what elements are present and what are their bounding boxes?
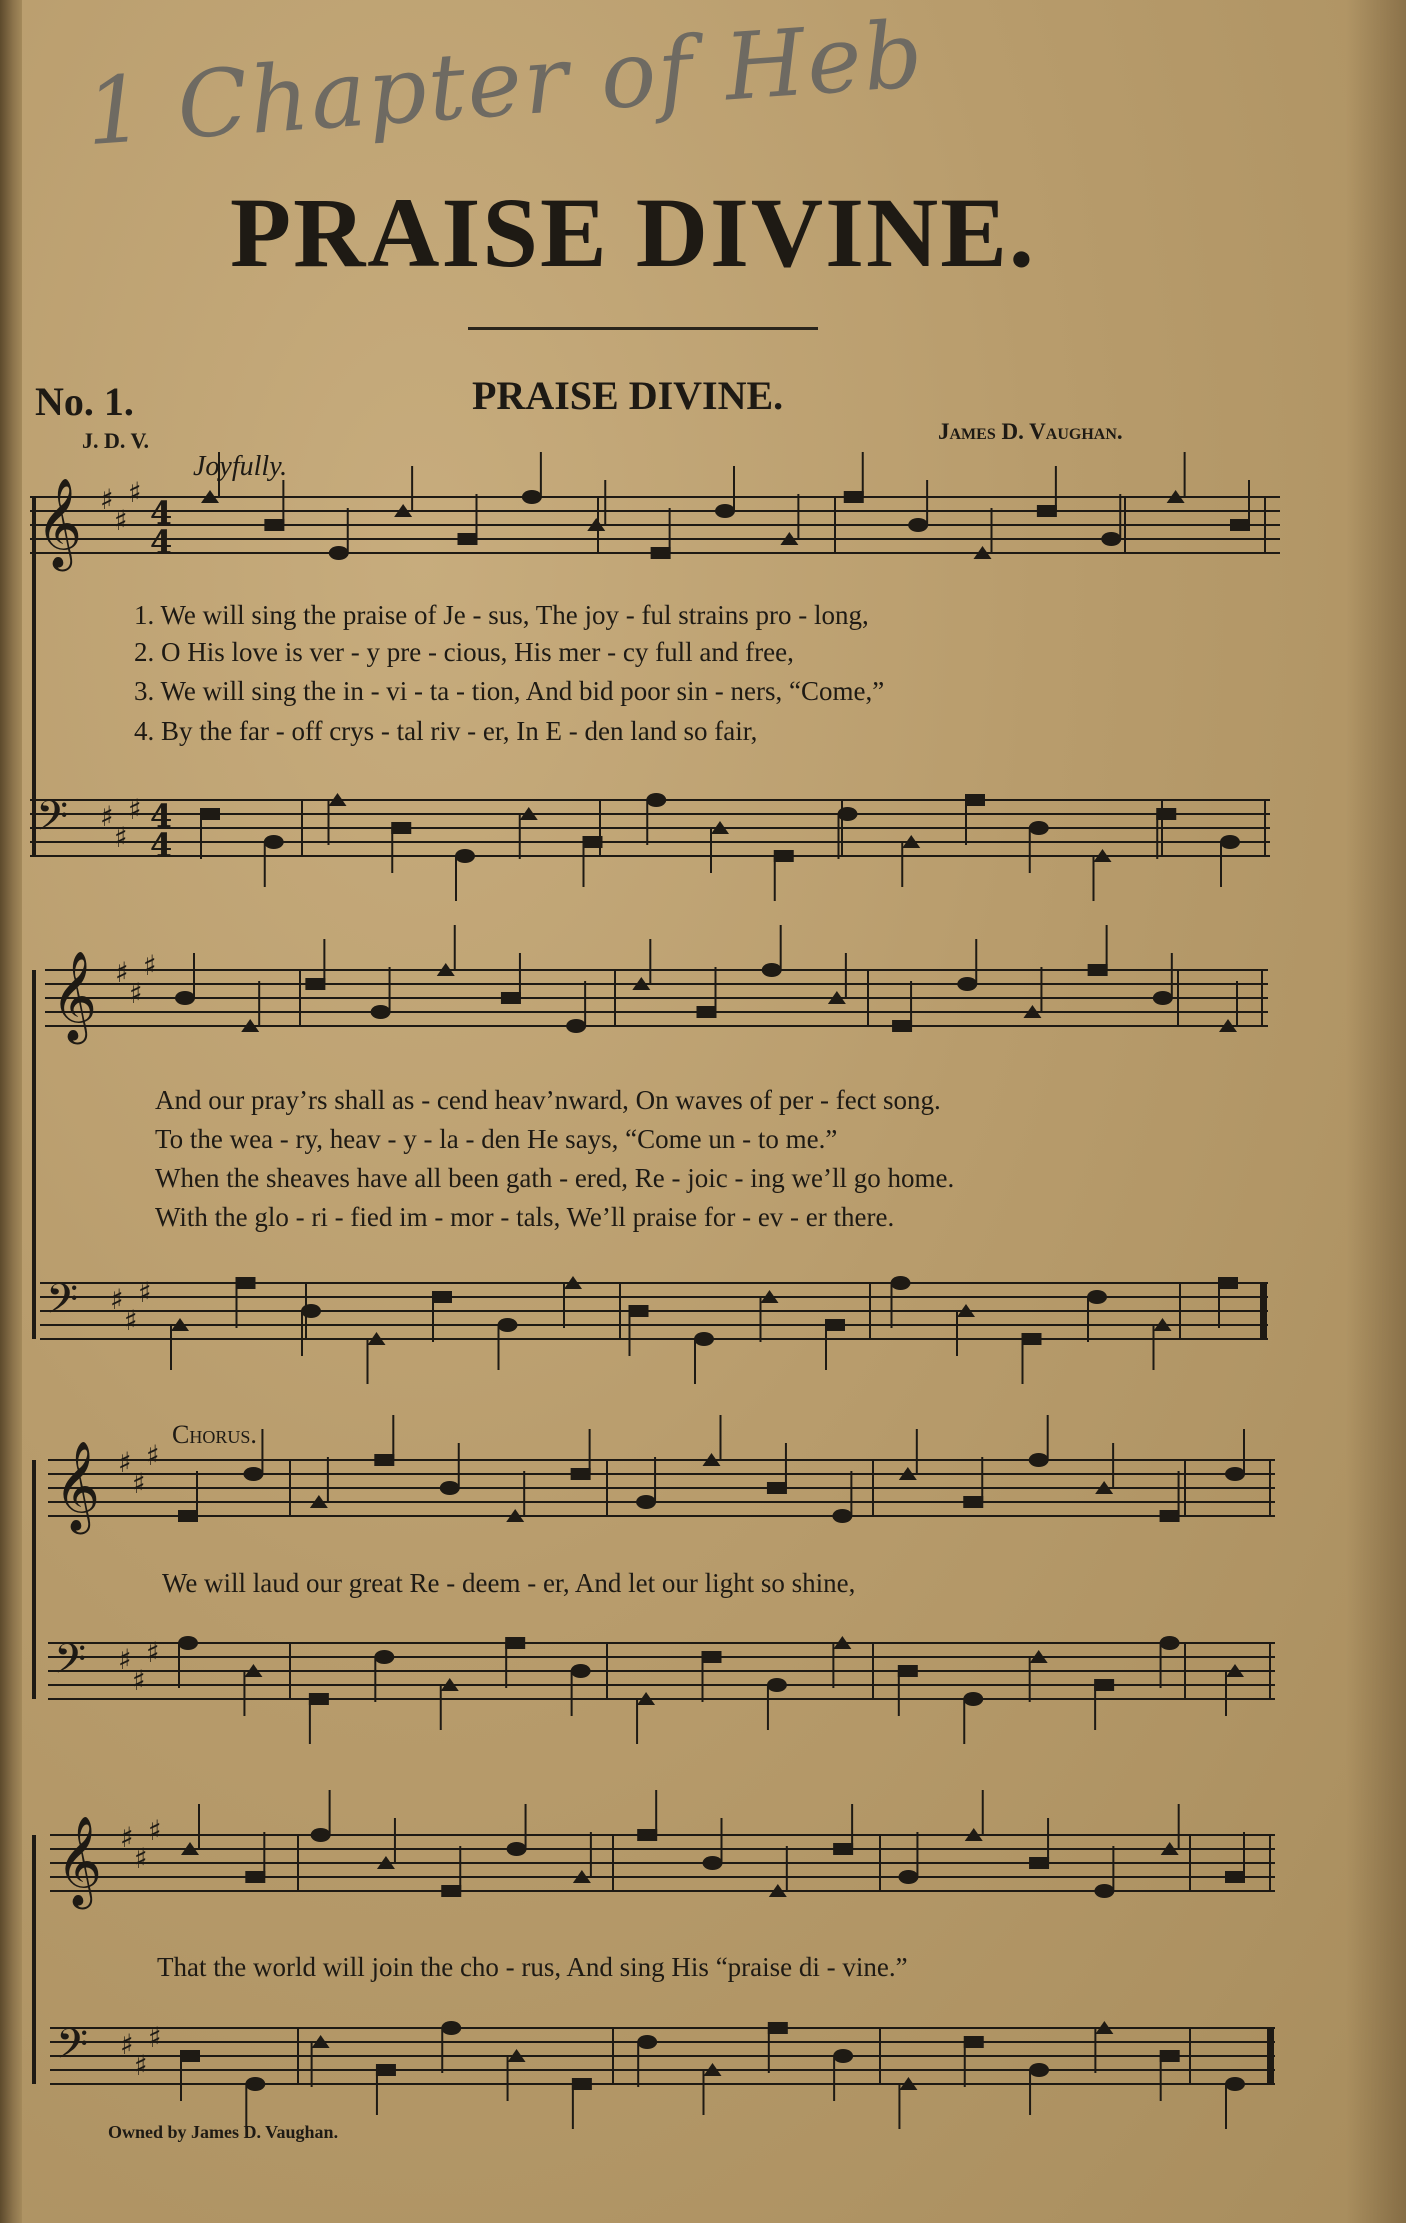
note-head [374,1454,394,1466]
note-head [964,2036,984,2048]
note-head [1101,532,1121,546]
sharp-icon: ♯ [120,2028,134,2061]
note-head [311,1828,331,1842]
note-head [1029,1453,1049,1467]
verse-3-line-1: 3. We will sing the in - vi - ta - tion, And bid poor sin - ners, “Come,” [134,676,885,706]
note-head [891,1276,911,1290]
bass-clef-icon: 𝄢 [56,2020,89,2078]
note-head [1037,505,1057,517]
note-head [243,1467,263,1481]
note-head [762,963,782,977]
verse-4-line-2: With the glo - ri - fied im - mor - tals, We’ll praise for - ev - er there. [155,1202,895,1232]
note-head [832,1509,852,1523]
note-head [1022,1333,1042,1345]
note-head [646,793,666,807]
bass-clef-icon: 𝄢 [54,1635,87,1693]
note-head [1160,1636,1180,1650]
note-head [180,2050,200,2062]
note-head [1220,835,1240,849]
note-head [844,491,864,503]
note-head [908,518,928,532]
sharp-icon: ♯ [148,1814,162,1847]
note-head [697,1006,717,1018]
note-head [458,533,478,545]
chorus-label: Chorus. [172,1420,257,1449]
note-head [825,1319,845,1331]
book-title: PRAISE DIVINE. [230,177,1036,288]
composer-credit: James D. Vaughan. [938,419,1123,444]
note-head [1088,964,1108,976]
note-head [965,794,985,806]
note-head [898,1870,918,1884]
verse-3-line-2: When the sheaves have all been gath - ered, Re - joic - ing we’ll go home. [155,1163,955,1193]
note-head [236,1277,256,1289]
note-head [1156,808,1176,820]
note-head [892,1020,912,1032]
note-head [957,977,977,991]
note-head [572,2078,592,2090]
sharp-icon: ♯ [100,483,114,516]
note-head [651,547,671,559]
final-barline [1267,2028,1274,2084]
note-head [441,2021,461,2035]
note-head [245,2077,265,2091]
time-signature-top: 4 [150,494,173,532]
note-head [1225,1467,1245,1481]
note-head [245,1871,265,1883]
note-head [455,849,475,863]
note-head [329,546,349,560]
sharp-icon: ♯ [128,793,142,826]
note-head [1153,991,1173,1005]
note-head [1029,821,1049,835]
sharp-icon: ♯ [129,977,143,1010]
note-head [767,1482,787,1494]
chorus-lyric-line-1: We will laud our great Re - deem - er, And let our light so shine, [162,1568,856,1598]
note-head [432,1291,452,1303]
sharp-icon: ♯ [138,1276,152,1309]
note-head [1094,1884,1114,1898]
sharp-icon: ♯ [120,1821,134,1854]
treble-clef-icon: 𝄞 [51,951,98,1041]
note-head [1087,1290,1107,1304]
treble-clef-icon: 𝄞 [56,1816,103,1906]
sharp-icon: ♯ [114,821,128,854]
note-head [200,808,220,820]
note-head [833,2049,853,2063]
chorus-lyric-line-2: That the world will join the cho - rus, And sing His “praise di - vine.” [157,1952,908,1982]
note-head [374,1650,394,1664]
note-head [371,1005,391,1019]
note-head [702,1651,722,1663]
lyricist-initials: J. D. V. [82,428,150,453]
sharp-icon: ♯ [134,1842,148,1875]
sharp-icon: ♯ [124,1304,138,1337]
note-head [637,1829,657,1841]
treble-clef-icon: 𝄞 [36,478,83,568]
note-head [178,1510,198,1522]
note-head [1094,1679,1114,1691]
verse-4-line-1: 4. By the far - off crys - tal riv - er, In E - den land so fair, [134,716,758,746]
time-signature-bottom: 4 [150,826,173,864]
note-head [1160,1510,1180,1522]
ownership-footer: Owned by James D. Vaughan. [108,2122,339,2142]
note-head [963,1692,983,1706]
note-head [636,1495,656,1509]
handwritten-note: 1 Chapter of Heb [82,0,928,167]
note-head [1160,2050,1180,2062]
time-signature-bottom: 4 [150,523,173,561]
note-head [715,504,735,518]
note-head [774,850,794,862]
sharp-icon: ♯ [100,800,114,833]
hymn-title: PRAISE DIVINE. [472,373,784,418]
note-head [767,1678,787,1692]
note-head [571,1664,591,1678]
note-head [178,1636,198,1650]
note-head [498,1318,518,1332]
note-head [175,991,195,1005]
note-head [898,1665,918,1677]
note-head [1225,2077,1245,2091]
note-head [768,2022,788,2034]
note-head [703,1856,723,1870]
note-head [1230,519,1250,531]
note-head [833,1843,853,1855]
note-head [501,992,521,1004]
note-head [309,1693,329,1705]
note-head [391,822,411,834]
sharp-icon: ♯ [143,949,157,982]
note-head [264,519,284,531]
final-barline [1260,1283,1267,1339]
note-head [1218,1277,1238,1289]
verse-1-line-1: 1. We will sing the praise of Je - sus, The joy - ful strains pro - long, [134,600,869,630]
note-head [571,1468,591,1480]
note-head [1029,1857,1049,1869]
hymn-number: No. 1. [35,379,134,424]
sharp-icon: ♯ [118,1643,132,1676]
verse-2-line-2: To the wea - ry, heav - y - la - den He says, “Come un - to me.” [155,1124,838,1154]
note-head [301,1304,321,1318]
sharp-icon: ♯ [134,2049,148,2082]
note-head [441,1885,461,1897]
note-head [440,1481,460,1495]
note-head [522,490,542,504]
sharp-icon: ♯ [146,1636,160,1669]
sharp-icon: ♯ [118,1446,132,1479]
note-head [305,978,325,990]
time-signature-top: 4 [150,797,173,835]
note-head [629,1305,649,1317]
bass-clef-icon: 𝄢 [36,792,69,850]
note-head [507,1842,527,1856]
sharp-icon: ♯ [115,956,129,989]
note-head [963,1496,983,1508]
note-head [376,2064,396,2076]
note-head [637,2035,657,2049]
verse-2-line-1: 2. O His love is ver - y pre - cious, His mer - cy full and free, [134,637,794,667]
bass-clef-icon: 𝄢 [46,1275,79,1333]
sharp-icon: ♯ [146,1439,160,1472]
note-head [583,836,603,848]
note-head [838,807,858,821]
sharp-icon: ♯ [114,504,128,537]
sharp-icon: ♯ [132,1467,146,1500]
note-head [1029,2063,1049,2077]
verse-1-line-2: And our pray’rs shall as - cend heav’nward, On waves of per - fect song. [155,1085,941,1115]
note-head [505,1637,525,1649]
sharp-icon: ♯ [132,1664,146,1697]
sharp-icon: ♯ [110,1283,124,1316]
sharp-icon: ♯ [128,476,142,509]
note-head [694,1332,714,1346]
note-head [566,1019,586,1033]
sharp-icon: ♯ [148,2021,162,2054]
tempo-marking: Joyfully. [193,451,288,482]
treble-clef-icon: 𝄞 [54,1441,101,1531]
note-head [264,835,284,849]
note-head [1225,1871,1245,1883]
